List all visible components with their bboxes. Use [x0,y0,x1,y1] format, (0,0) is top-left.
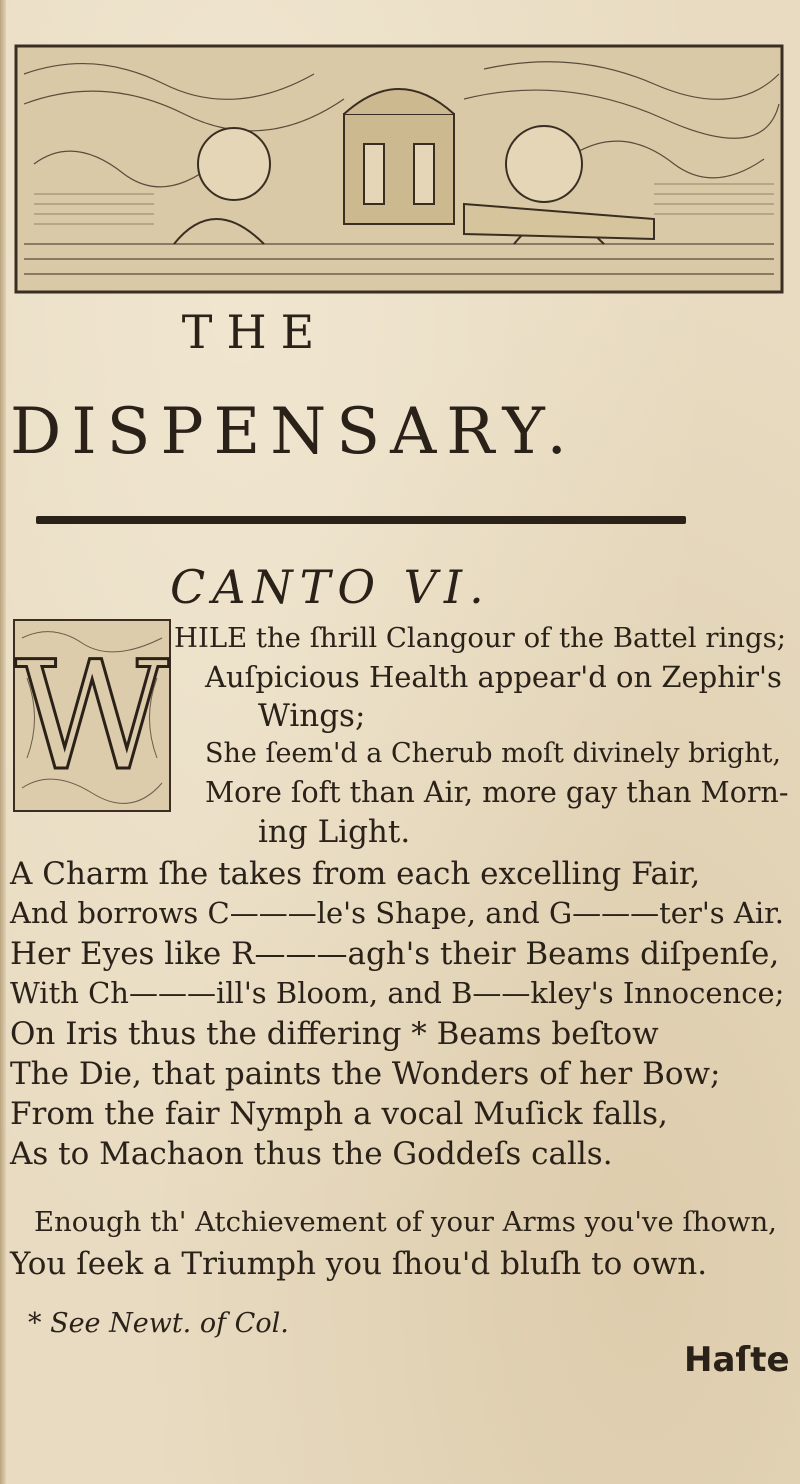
verse-line-12: The Die, that paints the Wonders of her Bow; [10,1056,721,1092]
catchword: Haſte [684,1340,790,1380]
title-rule [36,516,686,524]
verse-line-14: As to Machaon thus the Goddeſs calls. [10,1136,613,1172]
verse-line-2: Auſpicious Health appear'd on Zephir's [205,660,782,694]
verse-line-3: Wings; [258,698,366,734]
verse-line-9: Her Eyes like R———agh's their Beams diſpenſe, [10,936,780,972]
verse-line-15: Enough th' Atchievement of your Arms you've ſhown, [34,1206,777,1238]
title-the: THE [181,305,329,359]
verse-line-1: HILE the ſhrill Clangour of the Battel rings; [174,622,786,654]
verse-line-16: You ſeek a Triumph you ſhou'd bluſh to own. [10,1246,708,1282]
drop-cap-ornament [12,618,172,813]
verse-line-6: ing Light. [258,814,411,850]
binding-gutter [0,0,6,1484]
verse-line-4: She ſeem'd a Cherub moſt divinely bright, [205,738,782,769]
drop-cap-letter: W [14,630,170,804]
verse-line-11: On Iris thus the differing * Beams beſtow [10,1016,659,1052]
verse-line-13: From the fair Nymph a vocal Muſick falls, [10,1096,668,1132]
headpiece-engraving [14,44,784,294]
footnote: * See Newt. of Col. [28,1308,289,1339]
verse-line-5: More ſoft than Air, more gay than Morn- [205,776,789,809]
page-title: DISPENSARY. [10,395,577,469]
canto-heading: CANTO VI. [170,560,491,614]
verse-line-10: With Ch———ill's Bloom, and B——kley's Innocence; [10,976,785,1010]
verse-line-7: A Charm ſhe takes from each excelling Fair, [10,856,701,892]
verse-line-8: And borrows C———le's Shape, and G———ter's Air. [10,896,785,930]
